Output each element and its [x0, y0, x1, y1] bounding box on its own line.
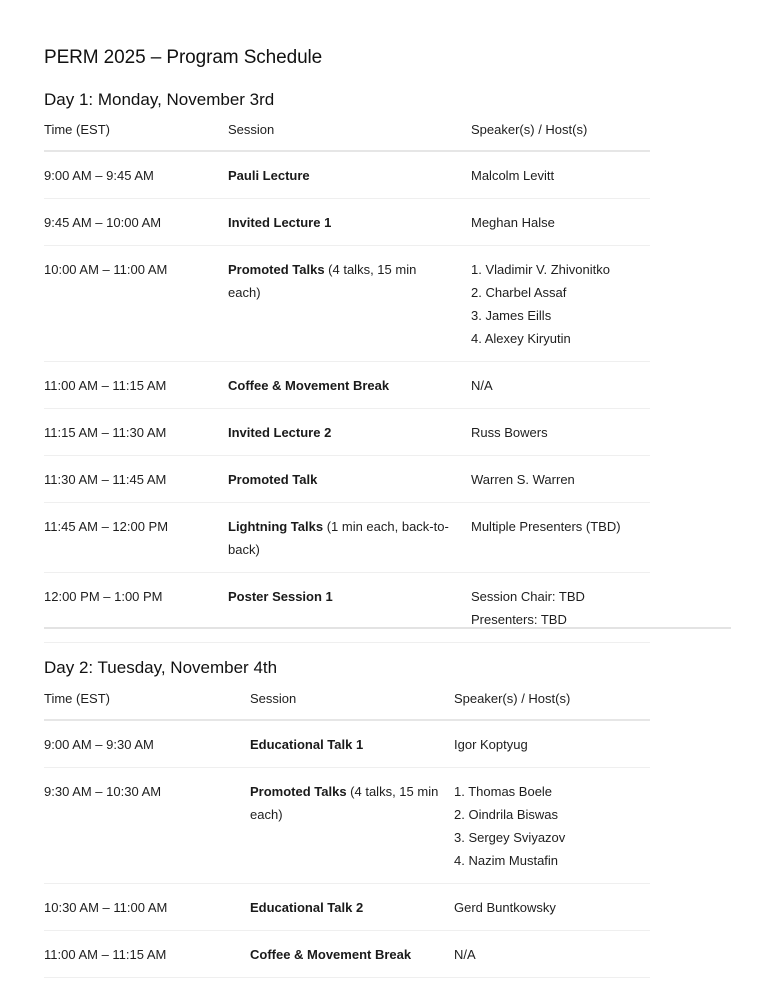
- session-name: Promoted Talks: [228, 262, 325, 277]
- session-cell: [228, 246, 471, 362]
- table-row: [44, 884, 650, 931]
- table-row: [44, 409, 650, 456]
- speaker-name: N/A: [454, 947, 476, 962]
- session-cell: [250, 884, 454, 931]
- speakers-cell: [471, 362, 650, 409]
- speakers-cell: [471, 573, 650, 643]
- speaker-name: 2. Charbel Assaf: [471, 285, 567, 300]
- session-detail: (4 talks, 15 min each): [250, 784, 439, 822]
- session-cell: [250, 720, 454, 768]
- time-cell: 9:00 AM – 9:30 AM: [44, 720, 250, 768]
- speakers-cell: [454, 768, 650, 884]
- table-row: [44, 362, 650, 409]
- column-header-speakers: Speaker(s) / Host(s): [454, 691, 650, 720]
- day-1-title: Day 1: Monday, November 3rd: [44, 90, 275, 109]
- section-divider: [44, 627, 731, 629]
- table-row: [44, 456, 650, 503]
- time-cell: 9:30 AM – 10:30 AM: [44, 768, 250, 884]
- time-cell: 11:45 AM – 12:00 PM: [44, 503, 228, 573]
- speaker-name: Gerd Buntkowsky: [454, 900, 556, 915]
- table-row: [44, 720, 650, 768]
- session-cell: [228, 362, 471, 409]
- session-name: Invited Lecture 2: [228, 425, 332, 440]
- table-header-row: [44, 691, 650, 720]
- speakers-cell: [471, 456, 650, 503]
- time-cell: 10:30 AM – 11:00 AM: [44, 884, 250, 931]
- speaker-name: Russ Bowers: [471, 425, 548, 440]
- speaker-name: Warren S. Warren: [471, 472, 575, 487]
- speaker-name: 3. James Eills: [471, 308, 552, 323]
- speakers-cell: [454, 884, 650, 931]
- session-name: Coffee & Movement Break: [250, 947, 412, 962]
- session-cell: [228, 151, 471, 199]
- time-cell: 9:45 AM – 10:00 AM: [44, 199, 228, 246]
- day-1-schedule-table: [44, 122, 650, 643]
- time-cell: 11:00 AM – 11:15 AM: [44, 362, 228, 409]
- time-cell: 11:30 AM – 11:45 AM: [44, 456, 228, 503]
- speaker-name: N/A: [471, 378, 493, 393]
- session-name: Lightning Talks: [228, 519, 324, 534]
- time-cell: 9:00 AM – 9:45 AM: [44, 151, 228, 199]
- speakers-cell: [471, 246, 650, 362]
- speaker-name: Igor Koptyug: [454, 737, 528, 752]
- session-name: Promoted Talks: [250, 784, 347, 799]
- speaker-name: 3. Sergey Sviyazov: [454, 830, 566, 845]
- session-cell: [228, 503, 471, 573]
- session-name: Poster Session 1: [228, 589, 333, 604]
- table-body: [44, 151, 650, 643]
- session-cell: [228, 409, 471, 456]
- speakers-cell: [471, 409, 650, 456]
- session-cell: [250, 931, 454, 978]
- speaker-name: Malcolm Levitt: [471, 168, 555, 183]
- speaker-name: 4. Alexey Kiryutin: [471, 331, 571, 346]
- session-name: Pauli Lecture: [228, 168, 310, 183]
- speaker-name: Presenters: TBD: [471, 612, 567, 627]
- time-cell: 11:15 AM – 11:30 AM: [44, 409, 228, 456]
- session-cell: [228, 573, 471, 643]
- speakers-cell: [454, 931, 650, 978]
- column-header-session: Session: [228, 122, 471, 151]
- speakers-cell: [454, 720, 650, 768]
- session-name: Educational Talk 1: [250, 737, 364, 752]
- session-cell: [228, 456, 471, 503]
- session-cell: [228, 199, 471, 246]
- page-title: PERM 2025 – Program Schedule: [44, 47, 323, 68]
- speaker-name: 4. Nazim Mustafin: [454, 853, 559, 868]
- table-body: [44, 720, 650, 978]
- speaker-name: Session Chair: TBD: [471, 589, 585, 604]
- speakers-cell: [471, 503, 650, 573]
- column-header-session: Session: [250, 691, 454, 720]
- table-header-row: [44, 122, 650, 151]
- table-row: [44, 199, 650, 246]
- day-2-title: Day 2: Tuesday, November 4th: [44, 658, 278, 677]
- speaker-name: 1. Thomas Boele: [454, 784, 553, 799]
- table-row: [44, 573, 650, 643]
- table-row: [44, 246, 650, 362]
- column-header-time: Time (EST): [44, 691, 250, 720]
- time-cell: 12:00 PM – 1:00 PM: [44, 573, 228, 643]
- session-detail: (1 min each, back-to-back): [228, 519, 449, 557]
- speaker-name: 1. Vladimir V. Zhivonitko: [471, 262, 610, 277]
- day-2-schedule-table: [44, 691, 650, 978]
- session-name: Invited Lecture 1: [228, 215, 332, 230]
- time-cell: 10:00 AM – 11:00 AM: [44, 246, 228, 362]
- table-row: [44, 151, 650, 199]
- column-header-speakers: Speaker(s) / Host(s): [471, 122, 650, 151]
- column-header-time: Time (EST): [44, 122, 228, 151]
- speakers-cell: [471, 199, 650, 246]
- session-name: Promoted Talk: [228, 472, 318, 487]
- speakers-cell: [471, 151, 650, 199]
- time-cell: 11:00 AM – 11:15 AM: [44, 931, 250, 978]
- table-row: [44, 931, 650, 978]
- table-row: [44, 768, 650, 884]
- session-cell: [250, 768, 454, 884]
- table-row: [44, 503, 650, 573]
- speaker-name: Multiple Presenters (TBD): [471, 519, 621, 534]
- speaker-name: Meghan Halse: [471, 215, 555, 230]
- session-name: Educational Talk 2: [250, 900, 364, 915]
- session-name: Coffee & Movement Break: [228, 378, 390, 393]
- session-detail: (4 talks, 15 min each): [228, 262, 417, 300]
- speaker-name: 2. Oindrila Biswas: [454, 807, 559, 822]
